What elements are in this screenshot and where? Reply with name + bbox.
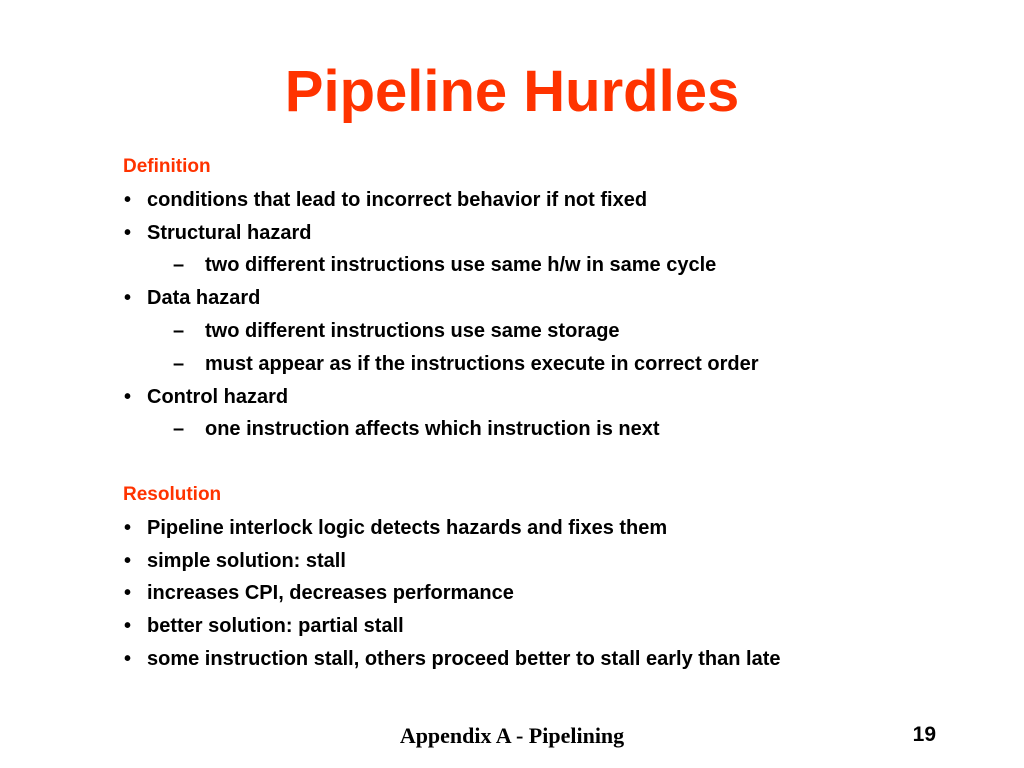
sub-bullet-item <box>123 315 1003 348</box>
sub-bullet-marker: – <box>173 418 185 441</box>
bullet-marker: • <box>124 582 132 605</box>
bullet-item <box>123 381 1003 414</box>
bullet-marker: • <box>124 188 132 211</box>
bullet-text: conditions that lead to incorrect behavior if not fixed <box>147 188 648 211</box>
bullet-item <box>123 610 1003 643</box>
section-heading-resolution: Resolution <box>123 483 222 505</box>
sub-bullet-item <box>123 413 1003 446</box>
slide-body <box>123 151 1003 676</box>
section-spacer <box>123 446 1003 479</box>
bullet-marker: • <box>124 615 132 638</box>
bullet-text: Pipeline interlock logic detects hazards and fixes them <box>147 516 668 539</box>
sub-bullet-marker: – <box>173 352 185 375</box>
bullet-item <box>123 184 1003 217</box>
bullet-item <box>123 577 1003 610</box>
sub-bullet-marker: – <box>173 254 185 277</box>
bullet-text: increases CPI, decreases performance <box>147 582 514 605</box>
bullet-text: Structural hazard <box>147 221 312 244</box>
bullet-marker: • <box>124 516 132 539</box>
bullet-marker: • <box>124 221 132 244</box>
section-heading-definition: Definition <box>123 156 211 177</box>
slide-title: Pipeline Hurdles <box>284 59 740 124</box>
bullet-item <box>123 545 1003 578</box>
bullet-text: Control hazard <box>147 385 289 408</box>
bullet-item <box>123 512 1003 545</box>
bullet-text: simple solution: stall <box>147 549 346 572</box>
bullet-text: better solution: partial stall <box>147 615 404 638</box>
bullet-marker: • <box>124 647 132 670</box>
sub-bullet-marker: – <box>173 319 185 342</box>
bullet-item <box>123 643 1003 676</box>
bullet-marker: • <box>124 287 132 310</box>
sub-bullet-item <box>123 249 1003 282</box>
bullet-text: some instruction stall, others proceed better to stall early than late <box>147 647 781 670</box>
page-number: 19 <box>912 723 936 746</box>
bullet-marker: • <box>124 549 132 572</box>
sub-bullet-text: two different instructions use same h/w in same cycle <box>205 254 717 277</box>
sub-bullet-text: must appear as if the instructions execute in correct order <box>205 352 759 375</box>
sub-bullet-text: two different instructions use same storage <box>205 319 620 342</box>
footer-title: Appendix A - Pipelining <box>399 723 625 748</box>
sub-bullet-item <box>123 348 1003 381</box>
bullet-marker: • <box>124 385 132 408</box>
sub-bullet-text: one instruction affects which instruction is next <box>205 418 660 441</box>
bullet-item <box>123 282 1003 315</box>
bullet-item <box>123 217 1003 250</box>
bullet-text: Data hazard <box>147 287 261 310</box>
